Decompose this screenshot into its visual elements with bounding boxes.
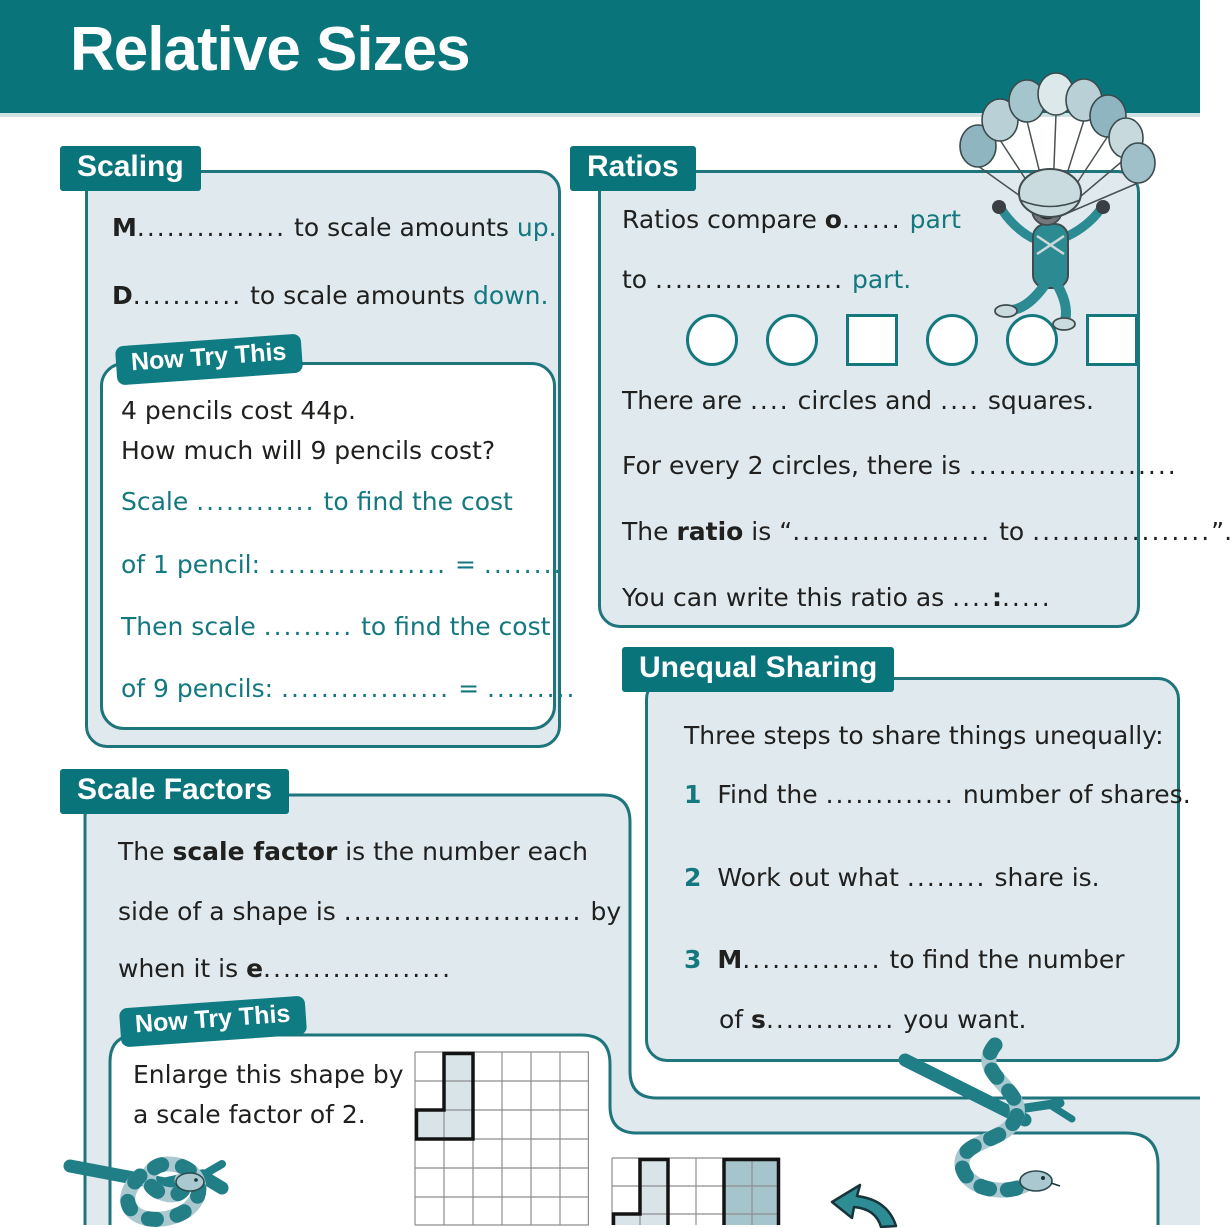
line-text: of 9 pencils: xyxy=(121,674,282,703)
blank-dots: .................... xyxy=(968,451,1168,480)
scaling-line-multiply xyxy=(112,212,557,245)
line-text: The xyxy=(118,837,173,866)
scale-factors-line2 xyxy=(118,896,621,929)
line-text: to xyxy=(991,517,1033,546)
ntt2-line1: Enlarge this shape by xyxy=(133,1060,404,1089)
accent-part: part. xyxy=(844,265,912,294)
blank-dots: .... xyxy=(1001,583,1042,612)
line-text: is “ xyxy=(743,517,793,546)
blank-dots: .................... xyxy=(792,517,992,546)
ntt1-problem-line2: How much will 9 pencils cost? xyxy=(121,436,496,465)
bold-ratio: ratio xyxy=(676,517,744,546)
blank-dots: ............ xyxy=(196,487,316,516)
blank-lead-m: M xyxy=(717,945,743,974)
scale-factors-line3 xyxy=(118,953,450,986)
hanging-snake-on-branch-illustration xyxy=(900,1045,1125,1225)
page-title: Relative Sizes xyxy=(70,15,470,84)
blank-dots: .............. xyxy=(742,945,882,974)
blank-lead-s: s xyxy=(751,1005,766,1034)
blank-dots: ........ xyxy=(906,863,987,892)
line-text: to find the cost xyxy=(315,487,513,516)
ratio-colon: : xyxy=(991,583,1002,612)
coiled-snake-on-branch-illustration xyxy=(70,1138,315,1225)
curved-left-arrow-icon xyxy=(826,1178,908,1228)
ratios-tab: Ratios xyxy=(570,146,696,191)
line-text: share is. xyxy=(986,863,1100,892)
ratio-circle-shape xyxy=(686,314,738,366)
unequal-step-3-line2 xyxy=(719,1004,1026,1037)
enlarge-source-grid xyxy=(415,1052,589,1225)
blank-dots: .... xyxy=(940,386,980,415)
blank-lead-e: e xyxy=(246,954,264,983)
line-text: You can write this ratio as xyxy=(622,583,953,612)
ratio-circle-shape xyxy=(766,314,818,366)
line-text: to scale amounts xyxy=(286,213,517,242)
line-text: . xyxy=(1041,583,1050,612)
ratio-square-shape xyxy=(846,314,898,366)
blank-dots: ........................ xyxy=(343,897,583,926)
ntt1-step1b xyxy=(121,549,563,582)
line-text: of xyxy=(719,1005,752,1034)
ntt1-step1a xyxy=(121,486,513,519)
blank-dots: ................... xyxy=(655,265,845,294)
blank-lead-m: M xyxy=(112,213,137,242)
blank-dots: ............... xyxy=(136,213,287,242)
ratios-line5 xyxy=(622,516,1232,549)
step-number: 1 xyxy=(684,780,702,809)
blank-dots: ............. xyxy=(825,780,955,809)
ntt1-step2b xyxy=(121,673,577,706)
line-text: you want. xyxy=(895,1005,1027,1034)
ratios-line2 xyxy=(622,264,911,297)
accent-up: up. xyxy=(516,213,557,242)
line-text: when it is xyxy=(118,954,247,983)
line-text: to find the number xyxy=(881,945,1125,974)
skydiver-with-balloons-illustration xyxy=(950,58,1180,323)
ratios-line3 xyxy=(622,385,1094,418)
blank-dots: .................. xyxy=(268,550,448,579)
line-text: Work out what xyxy=(717,863,907,892)
accent-down: down. xyxy=(472,281,549,310)
step-number: 2 xyxy=(684,863,702,892)
scale-factors-now-try-this-badge: Now Try This xyxy=(119,996,307,1048)
line-text: Ratios compare xyxy=(622,205,825,234)
unequal-step-3 xyxy=(684,944,1125,977)
bold-scale-factor: scale factor xyxy=(172,837,338,866)
ratios-line4 xyxy=(622,450,1176,483)
accent-part: part xyxy=(901,205,961,234)
line-text: of 1 pencil: xyxy=(121,550,268,579)
line-text: is the number each xyxy=(337,837,588,866)
line-text: There are xyxy=(622,386,750,415)
unequal-intro: Three steps to share things unequally: xyxy=(684,721,1164,750)
line-text: For every 2 circles, there is xyxy=(622,451,969,480)
line-text: Scale xyxy=(121,487,197,516)
line-text: squares. xyxy=(979,386,1095,415)
blank-dots: .... xyxy=(749,386,790,415)
blank-dots: .................. xyxy=(263,954,443,983)
line-text: . xyxy=(442,954,451,983)
enlarge-answer-grid xyxy=(612,1158,780,1225)
unequal-step-1 xyxy=(684,779,1191,812)
ntt2-line2: a scale factor of 2. xyxy=(133,1100,366,1129)
line-text: to xyxy=(622,265,656,294)
blank-dots: .... xyxy=(952,583,992,612)
blank-dots: ......... xyxy=(486,674,577,703)
scale-factors-line1 xyxy=(118,836,588,869)
line-text: number of shares. xyxy=(954,780,1191,809)
unequal-sharing-tab: Unequal Sharing xyxy=(622,647,894,692)
blank-dots: ............. xyxy=(765,1005,896,1034)
blank-dots: ...... xyxy=(841,205,902,234)
scale-factors-tab: Scale Factors xyxy=(60,769,289,814)
blank-dots: .................. xyxy=(1032,517,1212,546)
scaling-tab: Scaling xyxy=(60,146,201,191)
line-text: to scale amounts xyxy=(242,281,473,310)
scaling-line-divide xyxy=(112,280,548,313)
line-text: . xyxy=(1167,451,1176,480)
blank-dots: ................. xyxy=(281,674,451,703)
step-number: 3 xyxy=(684,945,702,974)
ntt1-step2a xyxy=(121,611,550,644)
line-text: ”. xyxy=(1211,517,1232,546)
line-text: circles and xyxy=(789,386,941,415)
unequal-step-2 xyxy=(684,862,1100,895)
blank-dots: ........ xyxy=(483,550,564,579)
ratios-line6 xyxy=(622,582,1050,615)
blank-lead-d: D xyxy=(112,281,133,310)
blank-lead-o: o xyxy=(824,205,842,234)
line-text: Then scale xyxy=(121,612,264,641)
line-text: Find the xyxy=(717,780,826,809)
equals-sign: = xyxy=(447,550,484,579)
scaling-now-try-this-badge: Now Try This xyxy=(115,334,303,386)
blank-dots: ........... xyxy=(132,281,243,310)
equals-sign: = xyxy=(450,674,487,703)
blank-dots: ......... xyxy=(263,612,354,641)
line-text: The xyxy=(622,517,677,546)
line-text: side of a shape is xyxy=(118,897,344,926)
ratios-line1 xyxy=(622,204,961,237)
line-text: to find the cost xyxy=(353,612,551,641)
ntt1-problem-line1: 4 pencils cost 44p. xyxy=(121,396,356,425)
line-text: by xyxy=(582,897,622,926)
